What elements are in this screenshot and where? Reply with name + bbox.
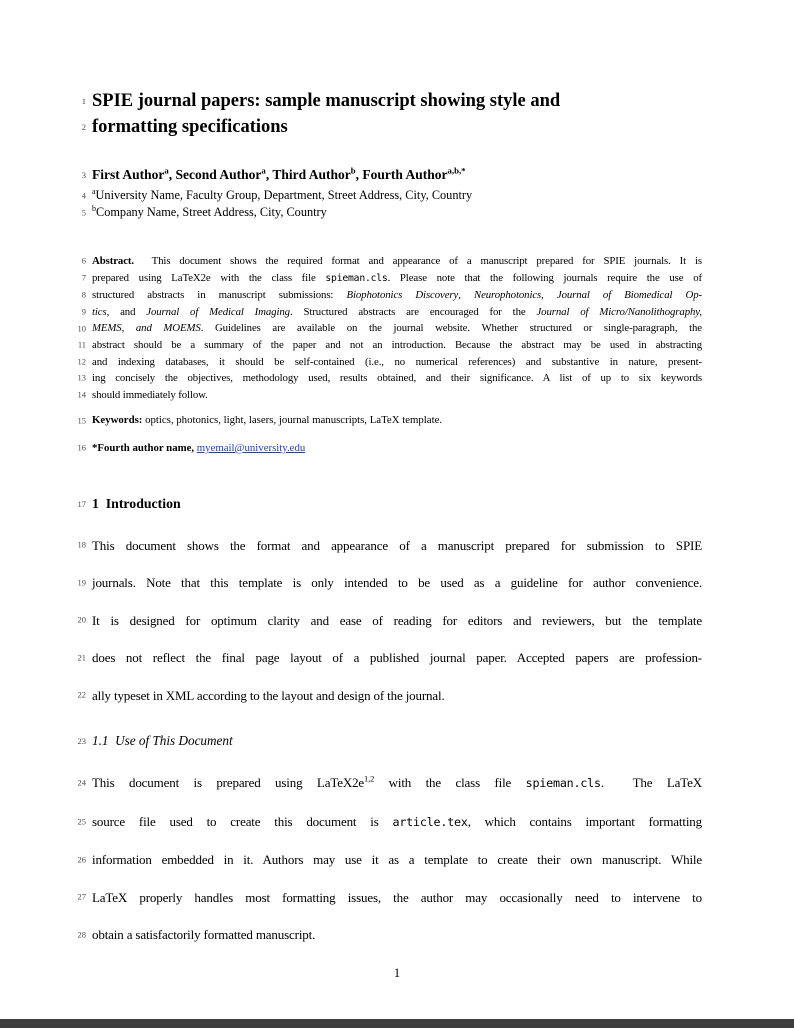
text-run: This document is prepared using LaTeX2e [92,775,365,791]
block-paragraph-1 [77,527,702,715]
line-text [92,114,702,140]
doc-line [77,337,702,354]
text-run: article.tex [392,814,468,829]
text-run: abstract should be a summary of the paper and not an introduction. Because the abstract may be used in abstracting [92,338,702,351]
line-number: 10 [77,323,86,334]
viewer-bottom-band [0,1019,794,1028]
text-run: should immediately follow. [92,388,208,401]
line-number: 7 [81,273,86,284]
doc-line [77,677,702,715]
line-number: 14 [77,389,86,400]
text-run: Journal of Biomedical Op- [556,289,703,302]
block-authors [81,165,702,184]
text-run: b [350,165,356,176]
line-text [92,88,702,114]
line-number: 11 [77,339,86,350]
text-run: SPIE journal papers: sample manuscript showing style and [92,91,561,111]
text-run: journals. Note that this template is only intended to be used as a guideline for author convenience. [92,575,702,591]
line-number: 24 [77,777,86,788]
line-number: 20 [77,614,86,625]
block-subsection-1-1 [77,731,702,751]
text-run: University Name, Faculty Group, Department, Street Address, City, Country [95,188,473,202]
line-text [92,879,702,917]
doc-line [77,879,702,917]
text-run: optics, photonics, light, lasers, journal manuscripts, LaTeX template. [142,414,443,427]
line-number: 17 [77,498,86,509]
line-number: 22 [77,689,86,700]
doc-line [81,270,702,288]
text-run: a [261,165,266,176]
line-number: 19 [77,577,86,588]
doc-line [77,564,702,602]
line-number: 23 [77,736,86,747]
line-text [92,527,702,565]
email-link[interactable]: myemail@university.edu [196,441,306,454]
text-run: . The LaTeX [600,775,702,791]
doc-line [77,764,702,803]
text-run: 1.1 Use of This Document [92,733,233,749]
text-run: obtain a satisfactorily formatted manuscript. [92,927,316,943]
text-run: spieman.cls [525,776,601,791]
text-run: , Third Author [265,167,351,182]
text-run: Neurophotonics [473,289,542,302]
block-affiliations [81,186,702,221]
text-run: ally typeset in XML according to the layout and design of the journal. [92,687,445,703]
doc-line [77,387,702,404]
line-number: 3 [81,170,86,180]
doc-line [81,203,702,221]
doc-line [81,186,702,204]
doc-line [77,370,702,387]
doc-line [77,412,702,429]
text-run: spieman.cls [325,272,388,284]
line-number: 13 [77,373,86,384]
text-run: Keywords: [92,414,143,427]
text-run: and indexing databases, it should be self-contained (i.e., no numerical references) and substantive in nature, present- [92,355,702,368]
text-run: a [92,186,96,196]
line-text [92,564,702,602]
text-run: This document shows the required format and appearance of a manuscript prepared for SPIE journals. It is [133,255,702,267]
line-number: 15 [77,415,86,426]
line-text [92,320,702,337]
text-run: Company Name, Street Address, City, Country [96,205,327,219]
text-run: Journal of Micro/Nanolithography, [536,305,702,318]
line-text [92,916,702,954]
text-run: , [541,289,557,302]
doc-line [81,304,702,321]
text-run: ing concisely the objectives, methodology used, results obtained, and their significance. A list of up to six keywords [92,372,702,385]
block-abstract [77,253,703,403]
line-number: 26 [77,854,86,865]
line-text [92,253,702,270]
line-text [92,337,702,354]
line-number: 2 [81,122,86,132]
text-run: structured abstracts in manuscript submissions: [92,289,347,302]
text-run: This document shows the format and appearance of a manuscript prepared for submission to SPIE [92,537,702,553]
line-number: 1 [81,96,86,106]
text-run: 1,2 [364,773,375,784]
line-text [92,677,702,715]
line-number: 12 [77,356,86,367]
doc-line [77,494,702,514]
block-paragraph-2 [77,764,702,954]
text-run: . Guidelines are available on the journal website. Whether structured or single-paragraph, the [200,322,702,335]
line-text [92,841,702,879]
text-run: LaTeX properly handles most formatting issues, the author may occasionally need to intervene to [92,889,702,905]
line-text [92,187,702,204]
line-text [92,440,702,457]
text-run: Biophotonics Discovery [346,289,459,302]
text-run: *Fourth author name, [92,441,197,454]
line-number: 8 [81,290,86,301]
line-number: 28 [77,929,86,940]
line-text [92,304,702,321]
block-section-1 [77,494,702,514]
document-lines [77,88,703,954]
line-text [92,412,702,429]
doc-line [77,320,702,337]
line-number: 16 [77,442,86,453]
line-text [92,764,702,803]
text-run: information embedded in it. Authors may use it as a template to create their own manuscript. While [92,852,702,868]
line-text [92,354,702,371]
line-text [92,731,702,751]
line-text [92,204,702,221]
line-number: 5 [81,207,86,217]
line-text [92,287,702,304]
text-run: tics [92,305,107,318]
doc-line [77,916,702,954]
line-text [92,639,702,677]
text-run: First Author [92,167,165,182]
doc-line [77,354,702,371]
doc-line [77,841,702,879]
doc-line [77,639,702,677]
text-run: with the class file [374,775,526,791]
text-run: b [92,203,96,213]
text-run: formatting specifications [92,117,288,137]
text-run: , [458,289,474,302]
line-number: 25 [77,816,86,827]
line-text [92,166,702,184]
text-run: . Structured abstracts are encouraged for the [289,305,537,318]
line-text [92,370,702,387]
text-run: , Fourth Author [355,167,448,182]
line-number: 4 [81,190,86,200]
text-run: Journal of Medical Imaging [146,305,290,318]
line-text [92,803,702,842]
doc-line [77,731,702,751]
doc-line [81,165,702,184]
doc-line [81,287,703,304]
doc-line [81,88,702,114]
line-text [92,602,702,640]
line-number: 21 [77,652,86,663]
line-number: 27 [77,891,86,902]
line-text [92,494,702,514]
line-number: 18 [77,539,86,550]
block-keywords [77,412,702,429]
doc-line [77,602,702,640]
block-title [81,88,702,140]
text-run: source file used to create this document is [92,813,393,829]
text-run: Abstract. [92,255,134,267]
text-run: a,b,* [447,165,466,176]
line-text [92,270,702,288]
block-author-footnote [77,440,702,457]
text-run: MEMS, and MOEMS [92,322,201,335]
line-text [92,387,702,404]
page-number: 1 [393,965,401,980]
doc-line [77,440,702,457]
text-run: It is designed for optimum clarity and ease of reading for editors and reviewers, but the template [92,612,702,628]
doc-line [77,803,702,842]
text-run: , and [106,305,147,318]
doc-line [77,527,702,565]
line-number: 6 [81,256,86,266]
text-run: prepared using LaTeX2e with the class file [92,271,326,284]
text-run: . Please note that the following journals require the use of [387,271,702,284]
text-run: 1 Introduction [92,495,181,511]
text-run: does not reflect the final page layout of a published journal paper. Accepted papers are profession- [92,650,702,666]
line-number: 9 [81,306,86,317]
text-run: , which contains important formatting [467,813,702,829]
doc-line [81,114,702,140]
text-run: , Second Author [168,167,262,182]
text-run: a [164,165,169,176]
doc-line [81,253,702,270]
